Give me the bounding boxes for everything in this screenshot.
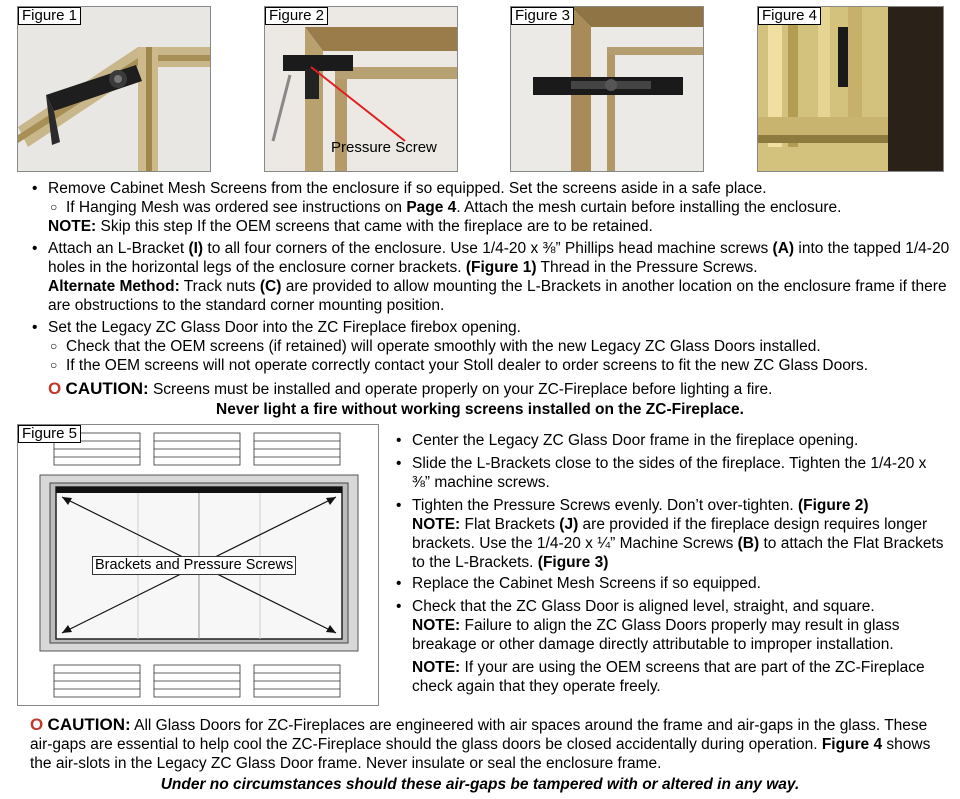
figure-3-photo [511,7,703,171]
step-slide-brackets: • Slide the L-Brackets close to the sides of the fireplace. Tighten the 1/4-20 x ⅜” machine screws. [394,454,946,492]
tighten-text-3: are provided if the fireplace design requires longer brackets. Use the 1/4-20 x ¼” Machine Screws [412,516,928,552]
figure-1 [17,6,211,172]
figure-1-ref: (Figure 1) [465,259,537,276]
figure-2-ref: (Figure 2) [797,497,869,514]
alignment-note-1: Failure to align the ZC Glass Doors properly may result in glass breakage or other damage directly attributable to improper installation. [412,617,900,653]
tighten-text-1: Tighten the Pressure Screws evenly. Don’t over-tighten. [412,497,798,514]
air-gap-text-2: shows the air-slots in the Legacy ZC Glass Door frame. Never insulate or seal the enclosure frame. [30,736,931,772]
figure-5-label: Figure 5 [18,425,81,443]
step-remove-mesh-sub [48,198,950,217]
figure-4-label: Figure 4 [758,7,821,25]
step-set-door-text: Set the Legacy ZC Glass Door into the ZC Fireplace firebox opening. [48,319,521,336]
installation-steps-right [394,431,946,696]
figure-2-label: Figure 2 [265,7,328,25]
machine-screw-ref-b: (B) [737,535,760,552]
step-attach-l-bracket [30,239,950,315]
l-bracket-text-2: to all four corners of the enclosure. Use 1/4-20 x ⅜” Phillips head machine screws [203,240,773,257]
note-label: NOTE: [412,516,461,533]
figure-2 [264,6,458,172]
note-label: NOTE: [48,218,97,235]
figure-4-ref: Figure 4 [821,736,883,753]
note-skip-text: Skip this step If the OEM screens that came with the fireplace are to be retained. [96,218,653,235]
check-oem-screens: ○ Check that the OEM screens (if retained) will operate smoothly with the new Legacy ZC Glass Doors installed. [48,337,950,356]
figure-5 [17,424,379,706]
l-bracket-ref-a: (A) [772,240,795,257]
l-bracket-text-1: Attach an L-Bracket [48,240,189,257]
figure-5-caption: Brackets and Pressure Screws [92,556,296,575]
note-label: NOTE: [412,617,461,634]
caution-label: CAUTION: [65,379,149,398]
step-remove-mesh [30,179,950,236]
step-set-door-sub [48,337,950,375]
l-bracket-ref-i: (I) [188,240,204,257]
figure-3-ref: (Figure 3) [537,554,609,571]
caution-screens [48,379,772,399]
step-remove-mesh-text: Remove Cabinet Mesh Screens from the enclosure if so equipped. Set the screens aside in a safe place. [48,180,767,197]
pressure-screw-callout: Pressure Screw [331,139,437,156]
caution-text: Screens must be installed and operate properly on your ZC-Fireplace before lighting a fire. [148,381,773,398]
track-nut-ref-c: (C) [259,278,282,295]
step-set-door [30,318,950,375]
alternate-text-2: are provided to allow mounting the L-Brackets in another location on the enclosure frame if there are obstructions to the standard corner mounting position. [48,278,947,314]
alternate-text-1: Track nuts [179,278,260,295]
air-gap-warning: Under no circumstances should these air-gaps be tampered with or altered in any way. [160,776,800,793]
alignment-text: Check that the ZC Glass Door is aligned level, straight, and square. [412,598,875,615]
tighten-text-2: Flat Brackets [460,516,560,533]
step-check-alignment [394,597,946,696]
figure-4 [757,6,944,172]
figure-3 [510,6,704,172]
caution-air-gaps [30,715,945,773]
hanging-mesh-note [48,198,950,217]
alignment-note-2: If your are using the OEM screens that are part of the ZC-Fireplace check again that they operate freely. [412,659,925,695]
contact-dealer: ○ If the OEM screens will not operate correctly contact your Stoll dealer to order screens to fit the new ZC Glass Doors. [48,356,950,375]
l-bracket-text-3: into the tapped 1/4-20 holes in the horizontal legs of the enclosure corner brackets. [48,240,950,276]
caution-mark: O [30,715,44,734]
caution-label: CAUTION: [47,715,131,734]
note-label: NOTE: [412,659,461,676]
never-light-fire-warning: Never light a fire without working screens installed on the ZC-Fireplace. [216,401,744,418]
page-4-ref: Page 4 [406,199,457,216]
figure-1-photo [18,7,210,171]
step-tighten-screws [394,496,946,572]
air-gap-text-1: All Glass Doors for ZC-Fireplaces are engineered with air spaces around the frame and air-gaps in the glass. These air-gaps are essential to help cool the ZC-Fireplace should the glass doors be closed accidentally during operation. [30,717,928,753]
figure-3-label: Figure 3 [511,7,574,25]
installation-steps-top [30,179,950,375]
figure-4-photo [758,7,943,171]
tighten-text-4: to attach the Flat Brackets to the L-Brackets. [412,535,944,571]
caution-mark: O [48,379,62,398]
step-center-frame: • Center the Legacy ZC Glass Door frame in the fireplace opening. [394,431,946,450]
hanging-mesh-text-1: If Hanging Mesh was ordered see instructions on [66,199,407,216]
alternate-method-label: Alternate Method: [48,278,180,295]
l-bracket-text-4: Thread in the Pressure Screws. [536,259,758,276]
figure-1-label: Figure 1 [18,7,81,25]
flat-bracket-ref-j: (J) [559,516,579,533]
step-replace-mesh: • Replace the Cabinet Mesh Screens if so equipped. [394,574,946,593]
hanging-mesh-text-2: . Attach the mesh curtain before installing the enclosure. [456,199,842,216]
